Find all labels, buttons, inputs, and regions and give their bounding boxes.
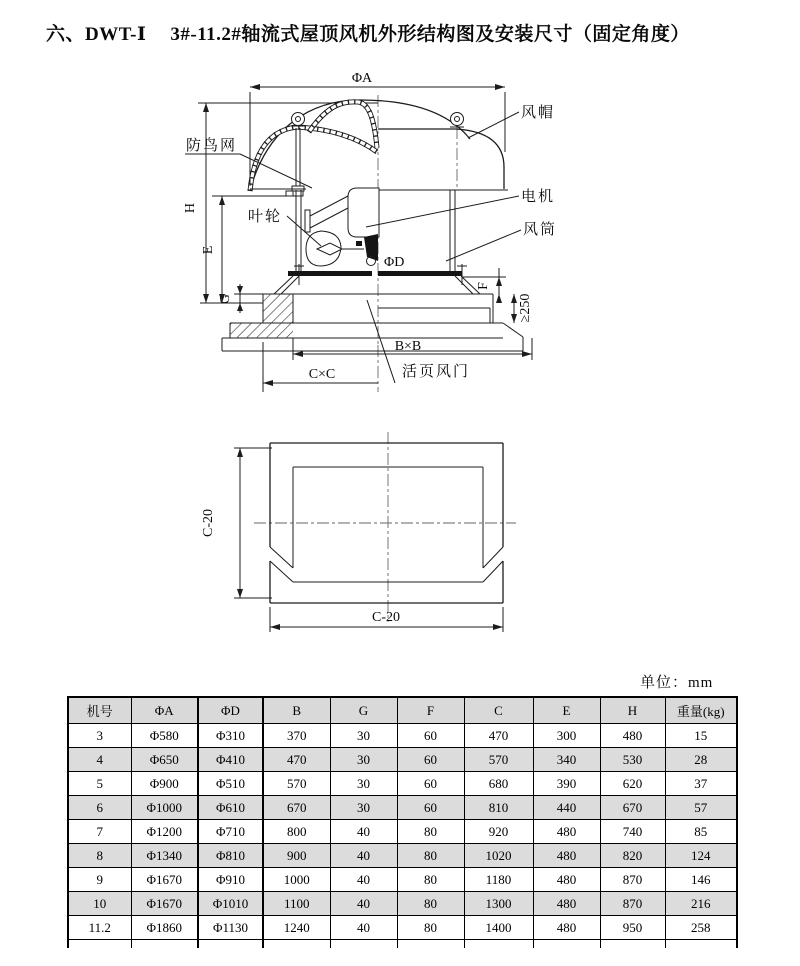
cell: 80 bbox=[397, 892, 464, 916]
dim-cxc bbox=[263, 342, 378, 392]
label-wind-cap: 风帽 bbox=[521, 105, 556, 121]
cell: Φ610 bbox=[198, 796, 263, 820]
cell: 85 bbox=[665, 820, 737, 844]
cell: Φ1130 bbox=[198, 916, 263, 940]
cell: 470 bbox=[464, 724, 533, 748]
page-title-text: 3#-11.2#轴流式屋顶风机外形结构图及安装尺寸（固定角度） bbox=[170, 24, 690, 45]
table-row bbox=[68, 868, 737, 892]
cell: 57 bbox=[665, 796, 737, 820]
cell: 80 bbox=[397, 868, 464, 892]
cell: Φ1860 bbox=[131, 916, 198, 940]
cell: 9 bbox=[68, 868, 131, 892]
header-cell: B bbox=[263, 697, 330, 724]
cell: Φ900 bbox=[131, 772, 198, 796]
stub-cell bbox=[665, 940, 737, 949]
table-row bbox=[68, 844, 737, 868]
cell: 258 bbox=[665, 916, 737, 940]
cell: 1240 bbox=[263, 916, 330, 940]
cell: 30 bbox=[330, 772, 397, 796]
cell: 6 bbox=[68, 796, 131, 820]
dim-label-bxb: B×B bbox=[394, 339, 422, 354]
cell: 300 bbox=[533, 724, 600, 748]
header-cell: G bbox=[330, 697, 397, 724]
cell: 920 bbox=[464, 820, 533, 844]
label-damper: 活页风门 bbox=[402, 364, 471, 380]
cell: 80 bbox=[397, 820, 464, 844]
cell: 670 bbox=[600, 796, 665, 820]
cell: Φ1670 bbox=[131, 892, 198, 916]
dim-label-cxc: C×C bbox=[308, 367, 336, 382]
unit-note: 单位：mm bbox=[640, 675, 714, 691]
cell: 40 bbox=[330, 868, 397, 892]
cell: 900 bbox=[263, 844, 330, 868]
page-title-section-number: 六、DWT-Ⅰ bbox=[46, 24, 147, 45]
cell: 80 bbox=[397, 844, 464, 868]
cell: 480 bbox=[533, 820, 600, 844]
dim-f bbox=[476, 268, 502, 303]
dim-e bbox=[201, 196, 225, 303]
stub-cell bbox=[198, 940, 263, 949]
cell: Φ650 bbox=[131, 748, 198, 772]
cell: 60 bbox=[397, 772, 464, 796]
cell: 470 bbox=[263, 748, 330, 772]
stub-cell bbox=[68, 940, 131, 949]
damper-plate bbox=[378, 308, 490, 323]
cell: Φ910 bbox=[198, 868, 263, 892]
header-cell: E bbox=[533, 697, 600, 724]
base-and-roof bbox=[222, 294, 523, 351]
cell: 30 bbox=[330, 748, 397, 772]
cell: 480 bbox=[533, 868, 600, 892]
cell: 40 bbox=[330, 916, 397, 940]
roof-curb-hatch bbox=[263, 294, 293, 338]
cell: Φ510 bbox=[198, 772, 263, 796]
cell: 11.2 bbox=[68, 916, 131, 940]
bird-net-dome bbox=[250, 100, 470, 196]
cell: 216 bbox=[665, 892, 737, 916]
header-cell: 重量(kg) bbox=[665, 697, 737, 724]
stub-cell bbox=[330, 940, 397, 949]
table-row bbox=[68, 796, 737, 820]
table-row bbox=[68, 892, 737, 916]
stub-cell bbox=[464, 940, 533, 949]
cell: 680 bbox=[464, 772, 533, 796]
plan-view bbox=[201, 432, 516, 632]
cell: 3 bbox=[68, 724, 131, 748]
cell: 1000 bbox=[263, 868, 330, 892]
cell: Φ580 bbox=[131, 724, 198, 748]
dim-label-phi-a: ΦA bbox=[351, 71, 373, 86]
cell: 8 bbox=[68, 844, 131, 868]
cell: 28 bbox=[665, 748, 737, 772]
header-cell: ΦD bbox=[198, 697, 263, 724]
table-cutoff-row bbox=[68, 940, 737, 949]
cell: 1400 bbox=[464, 916, 533, 940]
cell: 15 bbox=[665, 724, 737, 748]
cell: Φ710 bbox=[198, 820, 263, 844]
dim-label-phi-d: ΦD bbox=[384, 255, 405, 270]
motor-body bbox=[305, 188, 379, 237]
cell: Φ810 bbox=[198, 844, 263, 868]
cell: 530 bbox=[600, 748, 665, 772]
cell: 40 bbox=[330, 892, 397, 916]
cell: 30 bbox=[330, 796, 397, 820]
cell: 37 bbox=[665, 772, 737, 796]
dimension-table bbox=[67, 696, 738, 948]
table-row bbox=[68, 724, 737, 748]
dim-label-f: F bbox=[476, 282, 491, 290]
stub-cell bbox=[397, 940, 464, 949]
cell: 800 bbox=[263, 820, 330, 844]
cell: 40 bbox=[330, 844, 397, 868]
wind-cap-outline bbox=[378, 129, 508, 190]
table-row bbox=[68, 748, 737, 772]
cell: 390 bbox=[533, 772, 600, 796]
header-cell: 机号 bbox=[68, 697, 131, 724]
cell: 480 bbox=[533, 916, 600, 940]
dim-label-min-height: ≥250 bbox=[518, 293, 533, 323]
cell: 60 bbox=[397, 724, 464, 748]
cell: 370 bbox=[263, 724, 330, 748]
dim-label-h: H bbox=[183, 202, 198, 214]
table-row bbox=[68, 772, 737, 796]
roof-slab-hatch bbox=[230, 323, 263, 338]
table-row bbox=[68, 916, 737, 940]
cell: 1180 bbox=[464, 868, 533, 892]
stub-cell bbox=[533, 940, 600, 949]
dim-label-c20-vertical: C-20 bbox=[201, 509, 216, 537]
cell: 870 bbox=[600, 868, 665, 892]
cell: 440 bbox=[533, 796, 600, 820]
cell: 620 bbox=[600, 772, 665, 796]
stub-cell bbox=[263, 940, 330, 949]
front-view bbox=[183, 71, 557, 392]
cell: 480 bbox=[533, 844, 600, 868]
cell: 670 bbox=[263, 796, 330, 820]
header-cell: H bbox=[600, 697, 665, 724]
cell: Φ410 bbox=[198, 748, 263, 772]
cell: Φ1200 bbox=[131, 820, 198, 844]
cell: 7 bbox=[68, 820, 131, 844]
cell: Φ1010 bbox=[198, 892, 263, 916]
cell: 40 bbox=[330, 820, 397, 844]
label-bird-net: 防鸟网 bbox=[186, 138, 238, 154]
cell: 1020 bbox=[464, 844, 533, 868]
stub-cell bbox=[131, 940, 198, 949]
cell: 10 bbox=[68, 892, 131, 916]
cell: 60 bbox=[397, 796, 464, 820]
cell: 480 bbox=[533, 892, 600, 916]
cell: 570 bbox=[263, 772, 330, 796]
cell: 1300 bbox=[464, 892, 533, 916]
header-cell: ΦA bbox=[131, 697, 198, 724]
cell: 870 bbox=[600, 892, 665, 916]
cell: 950 bbox=[600, 916, 665, 940]
stub-cell bbox=[600, 940, 665, 949]
label-motor: 电机 bbox=[521, 189, 556, 205]
cell: 1100 bbox=[263, 892, 330, 916]
cell: 810 bbox=[464, 796, 533, 820]
cell: 820 bbox=[600, 844, 665, 868]
cell: Φ1340 bbox=[131, 844, 198, 868]
cell: Φ1670 bbox=[131, 868, 198, 892]
dim-min-curb-height bbox=[511, 294, 533, 323]
cell: 60 bbox=[397, 748, 464, 772]
cell: 80 bbox=[397, 916, 464, 940]
table-row bbox=[68, 820, 737, 844]
dim-label-e: E bbox=[201, 245, 216, 255]
cell: 5 bbox=[68, 772, 131, 796]
cell: 30 bbox=[330, 724, 397, 748]
header-cell: C bbox=[464, 697, 533, 724]
cell: 570 bbox=[464, 748, 533, 772]
plan-corner-breaks bbox=[270, 547, 503, 582]
label-duct: 风筒 bbox=[523, 222, 558, 238]
cell: 146 bbox=[665, 868, 737, 892]
header-cell: F bbox=[397, 697, 464, 724]
duct-flange bbox=[288, 264, 467, 285]
dim-bxb bbox=[293, 338, 532, 360]
cell: 4 bbox=[68, 748, 131, 772]
dim-c20-horizontal bbox=[270, 607, 503, 632]
cell: 740 bbox=[600, 820, 665, 844]
cell: Φ1000 bbox=[131, 796, 198, 820]
label-impeller: 叶轮 bbox=[248, 209, 283, 225]
cell: 124 bbox=[665, 844, 737, 868]
dim-h bbox=[183, 103, 209, 303]
dim-label-c20-horizontal: C-20 bbox=[372, 610, 400, 625]
cell: 340 bbox=[533, 748, 600, 772]
cell: Φ310 bbox=[198, 724, 263, 748]
cell: 480 bbox=[600, 724, 665, 748]
dim-label-g: G bbox=[218, 293, 233, 305]
table-header-row bbox=[68, 697, 737, 724]
